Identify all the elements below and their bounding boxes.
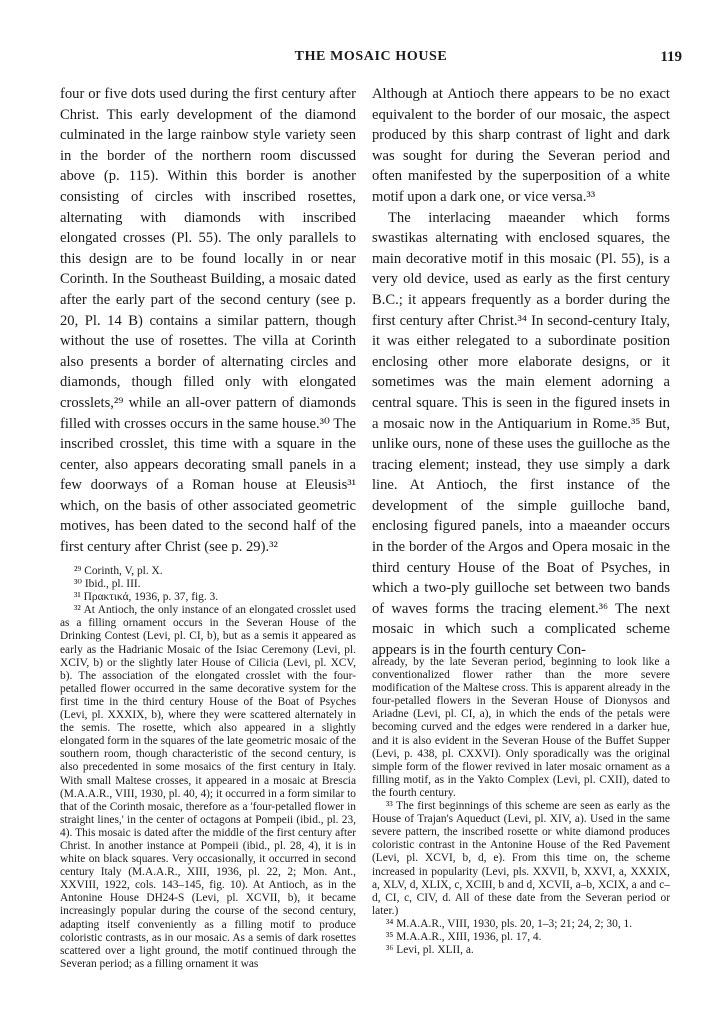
body-paragraph: Although at Antioch there appears to be no exact equivalent to the border of our mosaic, the aspect produced by this sharp contrast of light and dark was sought for during the Severan period and often manifested by the superposition of a white motif upon a dark one, or vice versa.³³ [372, 86, 670, 205]
footnote-33: ³³ The first beginnings of this scheme are seen as early as the House of Trajan's Aqueduct (Levi, pl. XIV, a). Used in the same severe pattern, the inscribed rosette or white diamond produces coloristic contrast in the Antonine House of the Red Pavement (Levi, pl. XCVI, b, d, e). From this time on, the scheme increased in popularity (Levi, pls. XXVII, b, XXVI, a, XXXIX, a, XLV, d, XLIX, c, XCIII, b and d, XCVII, a–b, XCIX, a and c–d, CI, c, CIV, d. All of these date from the Severan period or later.) [372, 800, 670, 917]
right-column [372, 84, 670, 661]
body-paragraph: The interlacing maeander which forms swastikas alternating with enclosed squares, the main decorative motif in this mosaic (Pl. 55), is a very old device, used as early as the first century B.C.; it appears frequently as a border during the first century after Christ.³⁴ In second-century Italy, it was either relegated to a subordinate position enclosing other more elaborate designs, or it sometimes was the main element adorning a central square. This is seen in the figured insets in a mosaic now in the Antiquarium in Rome.³⁵ But, unlike ours, none of these uses the guilloche as the tracing element; instead, they use simply a dark line. At Antioch, the first instance of the development of the simple guilloche band, enclosing figured panels, into a maeander occurs in the border of the Argos and Opera mosaic in the third century House of the Boat of Psyches, in which a two-ply guilloche set between two bands of waves forms the tracing element.³⁶ The next mosaic in which such a complicated scheme appears is in the fourth century Con- [372, 209, 670, 659]
running-header [60, 49, 682, 73]
footnote-32: ³² At Antioch, the only instance of an elongated crosslet used as a filling ornament occurs in the Severan House of the Drinking Contest (Levi, pl. CI, b), but as a semis it appeared as early as the Hadrianic Mosaic of the Isiac Ceremony (Levi, pl. XCIV, b) or the slightly later House of Cilicia (Levi, pl. XCV, b). The association of the elongated crosslet with the four-petalled flower occurred in the same decorative system for the first time in the third century House of the Boat of Psyches (Levi, pl. XXXIX, b), where they were scattered alternately in the semis. The rosette, which also appeared in a slightly elongated form in the squares of the late geometric mosaic of the southern room, though characteristic of the second century, is also precedented in some mosaics of the first century in Italy. With small Maltese crosses, it appeared in a mosaic at Brescia (M.A.A.R., VIII, 1930, pl. 40, 4); it occurred in a form similar to that of the Corinth mosaic, therefore as a 'four-petalled flower in straight lines,' in the center of octagons at Pompeii (ibid., pl. 23, 4). This mosaic is dated after the middle of the first century after Christ. In another instance at Pompeii (ibid., pl. 28, 4), it is in white on black squares. Very occasionally, it occurred in second century Italy (M.A.A.R., XIII, 1936, pl. 22, 2; Mon. Ant., XXVIII, 1922, cols. 143–145, fig. 10). At Antioch, as in the Antonine House DH24-S (Levi, pl. XCVII, b), it became increasingly popular during the course of the second century, adapting itself conveniently as a filling motif to produce coloristic contrasts, as in our mosaic. As a semis of dark rosettes scattered over a light ground, the motif continued through the Severan period; as a filling ornament it was [60, 604, 356, 970]
footnotes-left [60, 565, 356, 971]
footnotes-right [372, 656, 670, 957]
footnote-35: ³⁵ M.A.A.R., XIII, 1936, pl. 17, 4. [386, 930, 542, 943]
page-number: 119 [660, 49, 682, 65]
footnote-36: ³⁶ Levi, pl. XLII, a. [386, 944, 474, 957]
footnote-31: ³¹ Πρακτικά, 1936, p. 37, fig. 3. [74, 591, 219, 604]
footnote-32-continued: already, by the late Severan period, beginning to look like a conventionalized flower rather than the more severe modification of the Maltese cross. This is apparent already in the four-petalled flowers in the Severan House of Dionysos and Ariadne (Levi, pl. CI, a), in which the ends of the petals were becoming curved and the edges were rendered in a darker hue, and it is also evident in the Severan House of the Buffet Supper (Levi, p. 438, pl. CXXVI). Only sporadically was the original simple form of the flower revived in later mosaic ornament as a filling motif, as in the Yakto Complex (Levi, pl. CXII), dated to the fourth century. [372, 656, 670, 799]
body-paragraph: four or five dots used during the first century after Christ. This early development of the diamond culminated in the large rainbow style variety seen in the border of the northern room discussed above (p. 115). Within this border is another consisting of circles with inscribed rosettes, alternating with diamonds with inscribed elongated crosses (Pl. 55). The only parallels to this design are to be found locally in or near Corinth. In the Southeast Building, a mosaic dated after the early part of the second century (see p. 20, Pl. 14 B) contains a similar pattern, though without the use of rosettes. The villa at Corinth also presents a border of alternating circles and diamonds, though filled only with elongated crosslets,²⁹ while an all-over pattern of diamonds filled with crosses occurs in the same house.³⁰ The inscribed crosslet, this time with a square in the center, also appears decorating small panels in a few doorways of a Roman house at Eleusis³¹ which, on the basis of other associated geometric motives, has been dated to the second half of the first century after Christ (see p. 29).³² [60, 86, 356, 556]
running-title: THE MOSAIC HOUSE [294, 49, 448, 64]
footnote-30: ³⁰ Ibid., pl. III. [74, 578, 141, 591]
footnote-34: ³⁴ M.A.A.R., VIII, 1930, pls. 20, 1–3; 21; 24, 2; 30, 1. [386, 917, 633, 930]
left-column [60, 84, 356, 558]
footnote-29: ²⁹ Corinth, V, pl. X. [74, 565, 163, 577]
